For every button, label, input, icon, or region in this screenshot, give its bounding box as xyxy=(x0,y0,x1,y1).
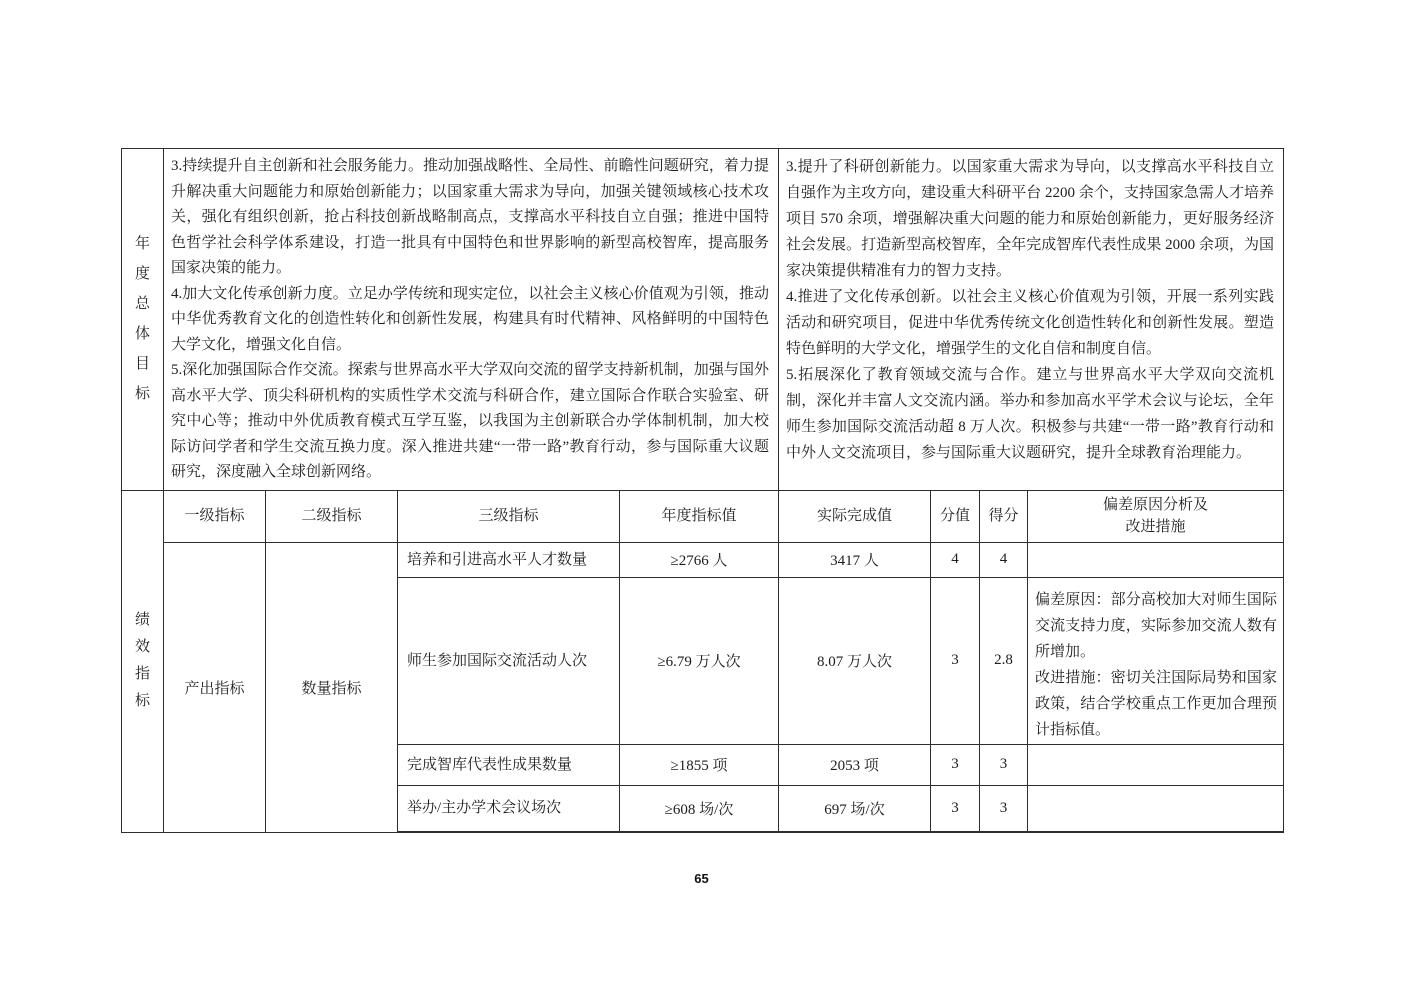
col-header-deviation xyxy=(1028,490,1284,542)
col-header-deviation-line1: 偏差原因分析及 xyxy=(1102,497,1208,513)
cell-target: ≥6.79 万人次 xyxy=(620,577,779,744)
goal-paragraph: 5.拓展深化了教育领域交流与合作。建立与世界高水平大学双向交流机制，深化并丰富人文交流内涵。举办和参加高水平学术会议与论坛，全年师生参加国际交流活动超 8 万人次。积极参与共建“一带一路”教育行动和中外人文交流项目，参与国际重大议题研究，提升全球教育治理能力。 xyxy=(786,367,1274,461)
col-header-annual-target: 年度指标值 xyxy=(620,490,779,542)
cell-indicator: 举办/主办学术会议场次 xyxy=(398,785,620,832)
annual-goals-right-cell xyxy=(779,149,1284,491)
col-header-deviation-line2: 改进措施 xyxy=(1125,519,1186,535)
col-header-level3: 三级指标 xyxy=(398,490,620,542)
cell-indicator: 培养和引进高水平人才数量 xyxy=(398,542,620,577)
cell-deviation xyxy=(1028,542,1284,577)
cell-indicator: 完成智库代表性成果数量 xyxy=(398,744,620,785)
performance-table xyxy=(121,490,1284,834)
cell-target: ≥608 场/次 xyxy=(620,785,779,832)
annual-goals-left-cell xyxy=(164,149,779,491)
cell-deviation xyxy=(1028,785,1284,832)
cell-deviation xyxy=(1028,744,1284,785)
cell-score: 3 xyxy=(980,744,1028,785)
cell-score: 3 xyxy=(980,785,1028,832)
goal-paragraph: 4.推进了文化传承创新。以社会主义核心价值观为引领，开展一系列实践活动和研究项目，促进中华优秀传统文化创造性转化和创新性发展。塑造特色鲜明的大学文化，增强学生的文化自信和制度自信。 xyxy=(786,289,1274,357)
deviation-paragraph: 偏差原因：部分高校加大对师生国际交流支持力度，实际参加交流人数有所增加。 xyxy=(1035,591,1277,660)
performance-row-header xyxy=(122,490,164,832)
annual-goals-row-header xyxy=(122,149,164,491)
goal-paragraph: 3.提升了科研创新能力。以国家重大需求为导向，以支撑高水平科技自立自强作为主攻方向，建设重大科研平台 2200 余个，支持国家急需人才培养项目 570 余项，增强解决重大问题的能力和原始创新能力，更好服务经济社会发展。打造新型高校智库，全年完成智库代表性成果 2000 余项，为国家决策提供精准有力的智力支持。 xyxy=(786,159,1274,279)
cell-target: ≥2766 人 xyxy=(620,542,779,577)
cell-points: 4 xyxy=(931,542,980,577)
cell-points: 3 xyxy=(931,785,980,832)
cell-actual: 2053 项 xyxy=(779,744,931,785)
cell-level2-value: 数量指标 xyxy=(266,542,398,832)
goal-paragraph: 4.加大文化传承创新力度。立足办学传统和现实定位，以社会主义核心价值观为引领，推动中华优秀教育文化的创造性转化和创新性发展，构建具有时代精神、风格鲜明的中国特色大学文化，增强文化自信。 xyxy=(171,285,769,353)
table-row xyxy=(122,542,1284,577)
cell-indicator: 师生参加国际交流活动人次 xyxy=(398,577,620,744)
cell-actual: 697 场/次 xyxy=(779,785,931,832)
col-header-level1: 一级指标 xyxy=(164,490,266,542)
goal-paragraph: 5.深化加强国际合作交流。探索与世界高水平大学双向交流的留学支持新机制，加强与国外高水平大学、顶尖科研机构的实质性学术交流与科研合作，建立国际合作联合实验室、研究中心等；推动中外优质教育模式互学互鉴，以我国为主创新联合办学体制机制，加大校际访问学者和学生交流互换力度。深入推进共建“一带一路”教育行动，参与国际重大议题研究，深度融入全球创新网络。 xyxy=(171,362,769,480)
col-header-actual-value: 实际完成值 xyxy=(779,490,931,542)
cell-score: 4 xyxy=(980,542,1028,577)
performance-row-label: 绩效指标 xyxy=(134,612,150,709)
tables-container xyxy=(121,148,1283,833)
cell-deviation xyxy=(1028,577,1284,744)
col-header-level2: 二级指标 xyxy=(266,490,398,542)
page-number: 65 xyxy=(694,871,709,886)
goal-paragraph: 3.持续提升自主创新和社会服务能力。推动加强战略性、全局性、前瞻性问题研究，着力提升解决重大问题能力和原始创新能力；以国家重大需求为导向，加强关键领域核心技术攻关，强化有组织创新，抢占科技创新战略制高点，支撑高水平科技自立自强；推进中国特色哲学社会科学体系建设，打造一批具有中国特色和世界影响的新型高校智库，提高服务国家决策的能力。 xyxy=(171,158,769,276)
cell-points: 3 xyxy=(931,744,980,785)
col-header-score: 得分 xyxy=(980,490,1028,542)
cell-level1-value: 产出指标 xyxy=(164,542,266,832)
cell-target: ≥1855 项 xyxy=(620,744,779,785)
col-header-points: 分值 xyxy=(931,490,980,542)
cell-score: 2.8 xyxy=(980,577,1028,744)
cell-actual: 8.07 万人次 xyxy=(779,577,931,744)
annual-goals-table xyxy=(121,148,1284,491)
cell-actual: 3417 人 xyxy=(779,542,931,577)
cell-points: 3 xyxy=(931,577,980,744)
deviation-paragraph: 改进措施：密切关注国际局势和国家政策，结合学校重点工作更加合理预计指标值。 xyxy=(1035,669,1277,738)
annual-goals-row-label: 年度总体目标 xyxy=(134,236,150,403)
